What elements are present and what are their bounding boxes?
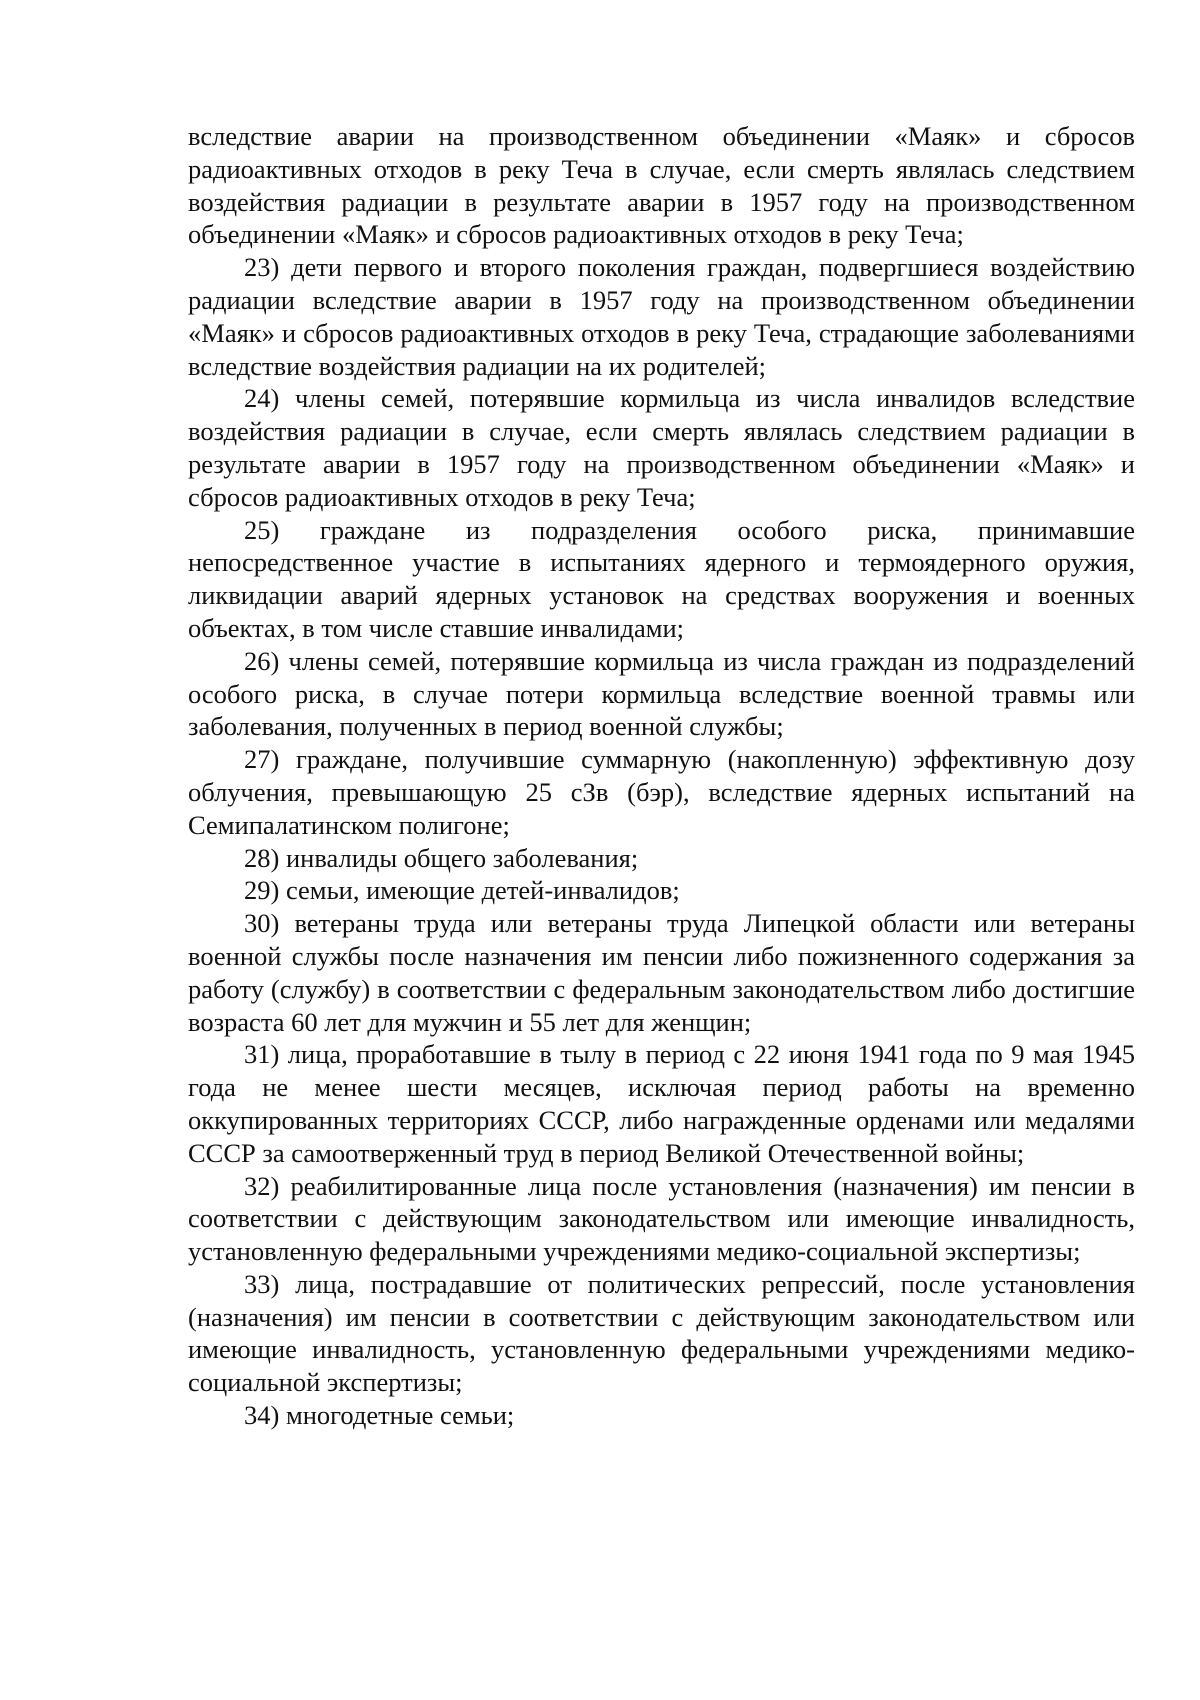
list-item-29: 29) семьи, имеющие детей-инвалидов;	[244, 875, 680, 906]
list-item-23: 23) дети первого и второго поколения граждан, подвергшиеся воздействию радиации вследствие аварии в 1957 году на производственном объединении «Маяк» и сбросов радиоактивных отходов в реку Теча, страдающие заболеваниями вследствие воздействия радиации на их родителей;	[188, 252, 1135, 381]
list-item-27: 27) граждане, получившие суммарную (накопленную) эффективную дозу облучения, превышающую 25 сЗв (бэр), вследствие ядерных испытаний на Семипалатинском полигоне;	[188, 744, 1135, 840]
list-item-28: 28) инвалиды общего заболевания;	[244, 842, 639, 873]
list-item-25: 25) граждане из подразделения особого риска, принимавшие непосредственное участие в испытаниях ядерного и термоядерного оружия, ликвидации аварий ядерных установок на средствах вооружения и военных объектах, в том числе ставшие инвалидами;	[188, 514, 1135, 643]
list-item-33: 33) лица, пострадавшие от политических репрессий, после установления (назначения) им пенсии в соответствии с действующим законодательством или имеющие инвалидность, установленную федеральными учреждениями медико-социальной экспертизы;	[188, 1268, 1135, 1398]
list-item-30: 30) ветераны труда или ветераны труда Липецкой области или ветераны военной службы после назначения им пенсии либо пожизненного содержания за работу (службу) в соответствии с федеральным законодательством либо достигшие возраста 60 лет для мужчин и 55 лет для женщин;	[188, 908, 1135, 1037]
list-item-34: 34) многодетные семьи;	[244, 1400, 515, 1431]
list-item-24: 24) члены семей, потерявшие кормильца из числа инвалидов вследствие воздействия радиации в случае, если смерть являлась следствием радиации в результате аварии в 1957 году на производственном объединении «Маяк» и сбросов радиоактивных отходов в реку Теча;	[188, 383, 1135, 512]
document-body	[188, 120, 1135, 1432]
list-item-26: 26) члены семей, потерявшие кормильца из числа граждан из подразделений особого риска, в случае потери кормильца вследствие военной травмы или заболевания, полученных в период военной службы;	[188, 645, 1135, 742]
list-item-31: 31) лица, проработавшие в тылу в период с 22 июня 1941 года по 9 мая 1945 года не менее шести месяцев, исключая период работы на временно оккупированных территориях СССР, либо награжденные орденами или медалями СССР за самоотверженный труд в период Великой Отечественной войны;	[188, 1039, 1135, 1168]
list-item-32: 32) реабилитированные лица после установления (назначения) им пенсии в соответствии с действующим законодательством или имеющие инвалидность, установленную федеральными учреждениями медико-социальной экспертизы;	[188, 1170, 1135, 1267]
paragraph-continuation: вследствие аварии на производственном объединении «Маяк» и сбросов радиоактивных отходов в реку Теча в случае, если смерть являлась следствием воздействия радиации в результате аварии в 1957 году на производственном объединении «Маяк» и сбросов радиоактивных отходов в реку Теча;	[188, 121, 1135, 250]
